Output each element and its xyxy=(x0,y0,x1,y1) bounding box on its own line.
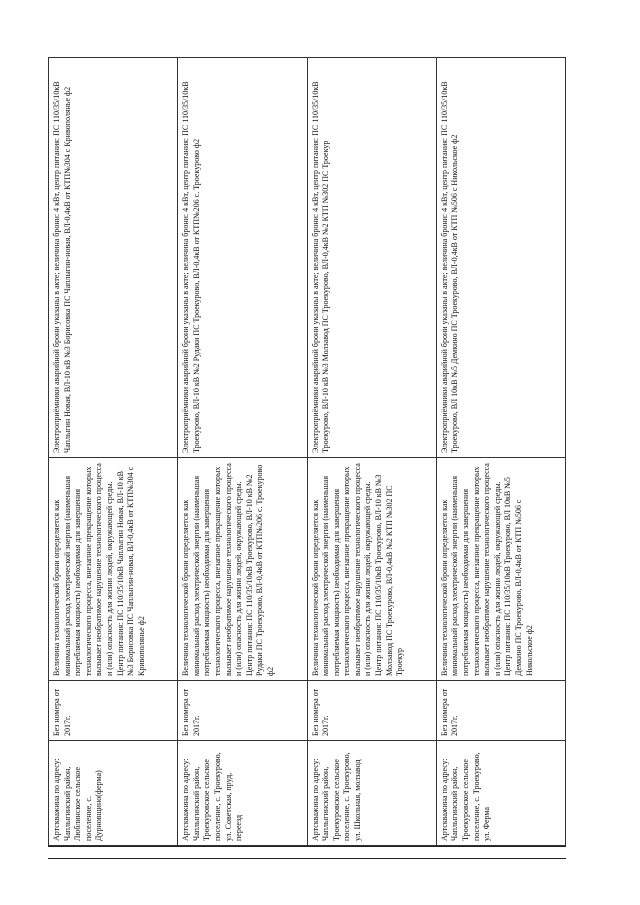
tech-reserve-cell: Величина технологической брони определяется как минимальный расход электрической энергии (наименьшая потребляемая мощность) необходимая для завершения технологического процесса, внезапное прекращение которых вызывает необратимое нарушение технологического процесса и (или) опасность для жизни людей, окружающей среды. Центр питания: ПС 110/35/10кВ Троекурово, ВЛ-10 кВ №2 Рудаки ПС Троекурово, ВЛ-0,4кВ от КТП№206 с. Троекурово ф2 xyxy=(178,458,307,681)
act-number-cell: Без номера от 2017г. xyxy=(49,681,178,741)
tech-reserve-cell: Величина технологической брони определяется как минимальный расход электрической энергии (наименьшая потребляемая мощность) необходимая для завершения технологического процесса, внезапное прекращение которых вызывает необратимое нарушение технологического процесса и (или) опасность для жизни людей, окружающей среды. Центр питания: ПС 110/35/10кВ Троекурово, ВЛ 10кВ №5 Демкино ПС Троекурово, ВЛ-0,4кВ от КТП №506 с Никольское ф2 xyxy=(436,458,565,681)
emergency-reserve-cell: Электроприёмники аварийной брони указаны в акте; величина брони: 4 кВт, центр питания: ПС 110/35/10кВ Троекурово, ВЛ-10 кВ №2 Рудаки ПС Троекурово, ВЛ-0,4кВ от КТП№206 с. Троекурово ф2 xyxy=(178,58,307,458)
table-row xyxy=(436,58,565,846)
emergency-reserve-cell: Электроприёмники аварийной брони указаны в акте; величина брони: 4 кВт, центр питания: ПС 110/35/10кВ Троекурово, ВЛ 10кВ №5 Демкино ПС Троекурово, ВЛ-0,4кВ от КТП №506 с Никольское ф2 xyxy=(436,58,565,458)
table-row xyxy=(178,58,307,846)
object-cell: Артскважина по адресу: Чаплыгинский район, Люблинское сельское поселение, с. Дурновщино(ферма) xyxy=(49,741,178,846)
act-number-cell: Без номера от 2017г. xyxy=(436,681,565,741)
tech-reserve-cell: Величина технологической брони определяется как минимальный расход электрической энергии (наименьшая потребляемая мощность) необходимая для завершения технологического процесса, внезапное прекращение которых вызывает необратимое нарушение технологического процесса и (или) опасность для жизни людей, окружающей среды. Центр питания: ПС 110/35/10кВ Троекурово, ВЛ-10 кВ №3 Молзавод ПС Троекурово, ВЛ-0,4кВ №2 КТП №302 ПС Троекур xyxy=(307,458,436,681)
emergency-reserve-cell: Электроприёмники аварийной брони указаны в акте; величина брони: 4 кВт, центр питания: ПС 110/35/10кВ Троекурово, ВЛ-10 кВ №3 Молзавод ПС Троекурово, ВЛ-0,4кВ №2 КТП №302 ПС Троекур xyxy=(307,58,436,458)
bottom-rule xyxy=(48,858,566,859)
reservation-table xyxy=(48,57,566,846)
table-row xyxy=(49,58,178,846)
emergency-reserve-cell: Электроприёмники аварийной брони указаны в акте; величина брони: 4 кВт, центр питания: ПС 110/35/10кВ Чаплыгин Новая, ВЛ-10 кВ №3 Борисовка ПС Чаплыгин-новая, ВЛ-0,4кВ от КТП№304 с Кривополянье ф2 xyxy=(49,58,178,458)
object-cell: Артскважина по адресу: Чаплыгинский район, Троекуровское сельское поселение, с. Троекурово, ул. Ферма xyxy=(436,741,565,846)
object-cell: Артскважина по адресу: Чаплыгинский район, Троекуровское сельское поселение, с. Троекурово, ул. Советская, пруд, переезд xyxy=(178,741,307,846)
rotated-table-container xyxy=(48,58,566,846)
object-cell: Артскважина по адресу: Чаплыгинский район, Троекуровское сельское поселение, с. Троекурово, ул. Школьная, молзавод xyxy=(307,741,436,846)
bottom-rule xyxy=(48,846,566,847)
act-number-cell: Без номера от 2017г. xyxy=(178,681,307,741)
tech-reserve-cell: Величина технологической брони определяется как минимальный расход электрической энергии (наименьшая потребляемая мощность) необходимая для завершения технологического процесса, внезапное прекращение которых вызывает необратимое нарушение технологического процесса и (или) опасность для жизни людей, окружающей среды. Центр питания: ПС 110/35/10кВ Чаплыгин Новая, ВЛ-10 кВ №3 Борисовка ПС Чаплыгин-новая, ВЛ-0,4кВ от КТП№304 с Кривополянье ф2 xyxy=(49,458,178,681)
act-number-cell: Без номера от 2017г. xyxy=(307,681,436,741)
table-row xyxy=(307,58,436,846)
